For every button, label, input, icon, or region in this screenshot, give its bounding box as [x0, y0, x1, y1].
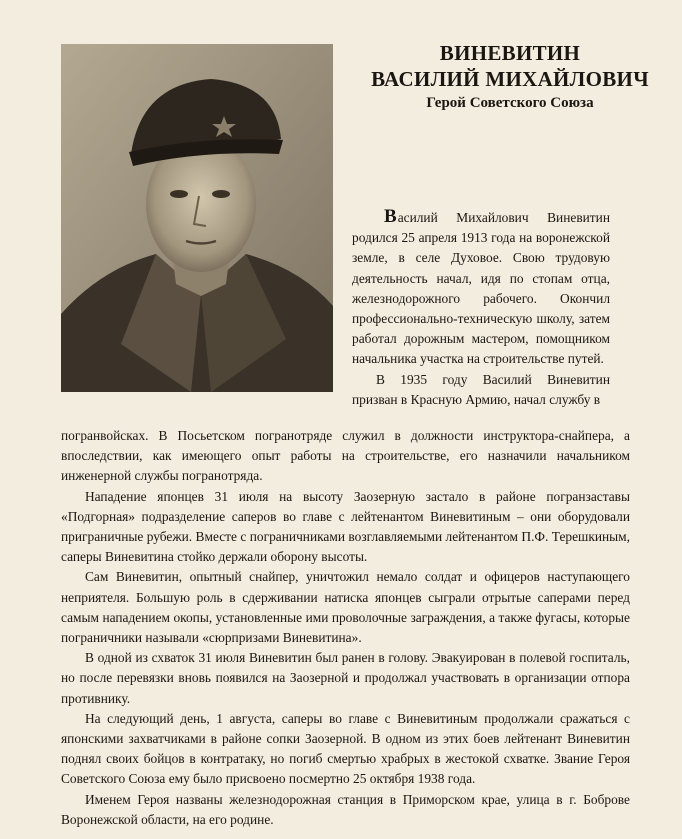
bio-paragraph-4: Сам Виневитин, опытный снайпер, уничтожил немало солдат и офицеров наступающего неприятеля. Большую роль в сдерживании натиска японцев сыграли отрытые саперами перед самым нападением окопы, установленные ими проволочные заграждения, а также фугасы, которые пограничники называли «сюрпризами Виневитина». — [61, 569, 630, 646]
bio-paragraph-6: На следующий день, 1 августа, саперы во главе с Виневитиным продолжали сражаться с японскими захватчиками в районе сопки Заозерной. В одном из этих боев лейтенант Виневитин поднял своих бойцов в контратаку, но погиб смертью храбрых в жестокой схватке. Звание Героя Советского Союза ему было присвоено посмертно 25 октября 1938 года. — [61, 710, 630, 787]
drop-cap: В — [384, 206, 397, 227]
bio-top-column — [352, 208, 610, 410]
portrait-photo-icon — [61, 44, 333, 392]
header — [345, 40, 675, 114]
surname: ВИНЕВИТИН — [439, 41, 581, 65]
bio-paragraph-5: В одной из схваток 31 июля Виневитин был ранен в голову. Эвакуирован в полевой госпиталь, но после перевязки вновь появился на Заозерной и продолжал участвовать в организации отпора противнику. — [61, 650, 630, 706]
bio-paragraph-1 — [352, 208, 610, 370]
bio-paragraph-2-top: В 1935 году Василий Виневитин призван в Красную Армию, начал службу в — [352, 371, 610, 407]
bio-paragraph-3: Нападение японцев 31 июля на высоту Заозерную застало в районе погранзаставы «Подгорная» подразделение саперов во главе с лейтенантом Виневитиным – они оборудовали приграничные рубежи. Вместе с пограничниками возглавляемыми лейтенантом П.Ф. Терешкиным, саперы Виневитина стойко держали оборону высоты. — [61, 488, 630, 565]
bio-full-column — [61, 426, 630, 830]
portrait-photo — [61, 44, 333, 392]
bio-paragraph-1-text: асилий Михайлович Виневитин родился 25 апреля 1913 года на воронежской земле, в селе Духовое. Свою трудовую деятельность начал, идя по стопам отца, железнодорожного рабочего. Окончил профессионально-техническую школу, затем работал дорожным мастером, помощником начальника участка на строительстве путей. — [352, 210, 610, 367]
hero-title: Герой Советского Союза — [426, 95, 594, 111]
bio-paragraph-2-rest: погранвойсках. В Посьетском погранотряде служил в должности инструктора-снайпера, а впоследствии, как имеющего опыт работы на строительстве, его назначили начальником инженерной службы погранотряда. — [61, 428, 630, 484]
bio-paragraph-7: Именем Героя названы железнодорожная станция в Приморском крае, улица в г. Боброве Воронежской области, на его родине. — [61, 791, 630, 827]
given-names: ВАСИЛИЙ МИХАЙЛОВИЧ — [371, 67, 649, 91]
